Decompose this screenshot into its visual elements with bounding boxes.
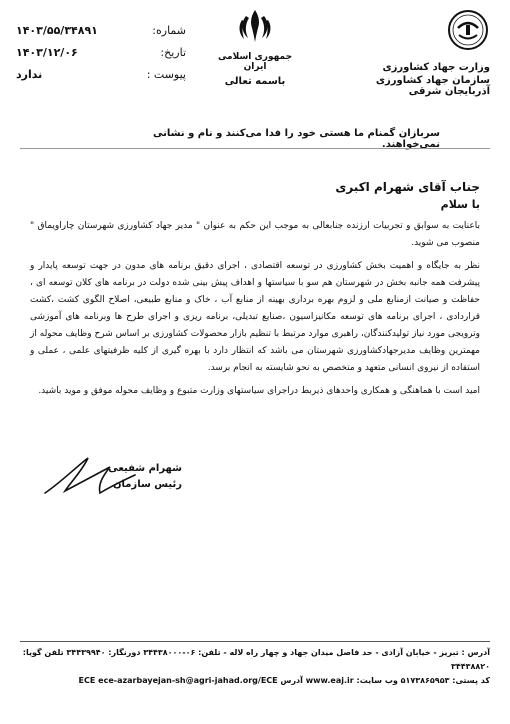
meta-date-row	[16, 42, 186, 64]
iran-emblem-icon	[235, 6, 275, 46]
number-value: ۱۴۰۳/۵۵/۳۴۸۹۱	[16, 24, 98, 37]
jahad-keshavarzi-logo	[446, 8, 490, 52]
emblem-caption: جمهوری اسلامی ایران	[217, 52, 293, 72]
organization-block	[340, 8, 490, 97]
paragraph-closing: امید است با هماهنگی و همکاری واحدهای ذیربط دراجرای سیاستهای وزارت متبوع و وظایف محوله موفق و موید باشید.	[38, 386, 480, 396]
letter-meta	[16, 20, 186, 86]
signatory-name: شهرام شفیعی	[108, 463, 182, 474]
attachment-value: ندارد	[16, 68, 43, 81]
footer-website[interactable]: www.eaj.ir	[305, 676, 354, 685]
date-value: ۱۴۰۳/۱۲/۰۶	[16, 46, 78, 59]
letter-body	[30, 218, 480, 406]
footer-postal: کد پستی: ۵۱۷۳۸۶۵۹۵۳ وب سایت:	[356, 676, 490, 685]
organization-name: سازمان جهاد کشاورزی آذربایجان شرقی	[375, 75, 490, 97]
signature-block	[62, 461, 182, 521]
attachment-label: پیوست :	[146, 68, 186, 81]
footer-email-label: آدرس ECE	[78, 676, 303, 685]
signature-text	[62, 461, 182, 493]
ministry-name: وزارت جهاد کشاورزی	[382, 62, 490, 73]
meta-number-row	[16, 20, 186, 42]
addressee: جناب آقای شهرام اکبری	[335, 180, 480, 194]
slogan: سربازان گمنام ما هستی خود را فدا می‌کنند و نام و نشانی نمی‌خواهند.	[153, 128, 440, 150]
date-label: تاریخ:	[160, 46, 186, 59]
meta-attachment-row	[16, 64, 186, 86]
signatory-title: رئیس سازمان	[112, 479, 182, 490]
footer-divider	[20, 641, 490, 642]
letter-footer	[20, 646, 490, 688]
footer-email[interactable]: ece-azarbayejan-sh@agri-jahad.org/ECE	[98, 676, 278, 685]
basmeh-taala: باسمه تعالی	[224, 76, 286, 87]
footer-contact	[20, 674, 490, 688]
paragraph-appointment: باعنایت به سوابق و تجربیات ارزنده جنابعالی به موجب این حکم به عنوان " مدیر جهاد کشاورزی شهرستان چاراویماق " منصوب می شوید.	[30, 221, 480, 248]
national-emblem-block	[210, 6, 300, 87]
greeting: با سلام	[440, 198, 480, 211]
footer-address: آدرس : تبریز - خیابان آزادی - حد فاصل میدان جهاد و چهار راه لاله - تلفن: ۰۶-۳۴۴۳۸۰۰۰ دورنگار: ۳۴۴۳۹۹۴۰ تلفن گویا: ۳۴۴۳۸۸۲۰	[22, 648, 490, 671]
paragraph-duties: نظر به جایگاه و اهمیت بخش کشاورزی در توسعه اقتصادی ، اجرای دقیق برنامه های مدون در جهت توسعه پایدار و پیشرفت همه جانبه بخش در شهرستان هم سو با سیاستها و اهداف پیش بینی شده دولت در برنامه های کلان توسعه ای ، حفاظت و صیانت ازمنابع ملی و لزوم بهره برداری بهینه از منابع آب ، خاک و منابع طبیعی، اصلاح الگوی کشت ،کشت قراردادی ، اجرای برنامه های توسعه مکانیزاسیون ،صنایع تبدیلی، برنامه ریزی و اجرای طرح ها وبرنامه های آموزشی وترویجی مورد نیاز تولیدکنندگان، راهبری موارد مرتبط با تنظیم بازار محصولات کشاورزی بر اساس شرح وظایف محوله از مهمترین وظایف مدیرجهادکشاورزی شهرستان می باشد که انتظار دارد با بهره گیری از کلیه ظرفیتهای علمی ، عملی و استفاده از نیروی انسانی متعهد و متخصص به نحو شایسته به انجام برسد.	[30, 261, 480, 373]
number-label: شماره:	[152, 24, 186, 37]
header-divider	[20, 148, 490, 149]
